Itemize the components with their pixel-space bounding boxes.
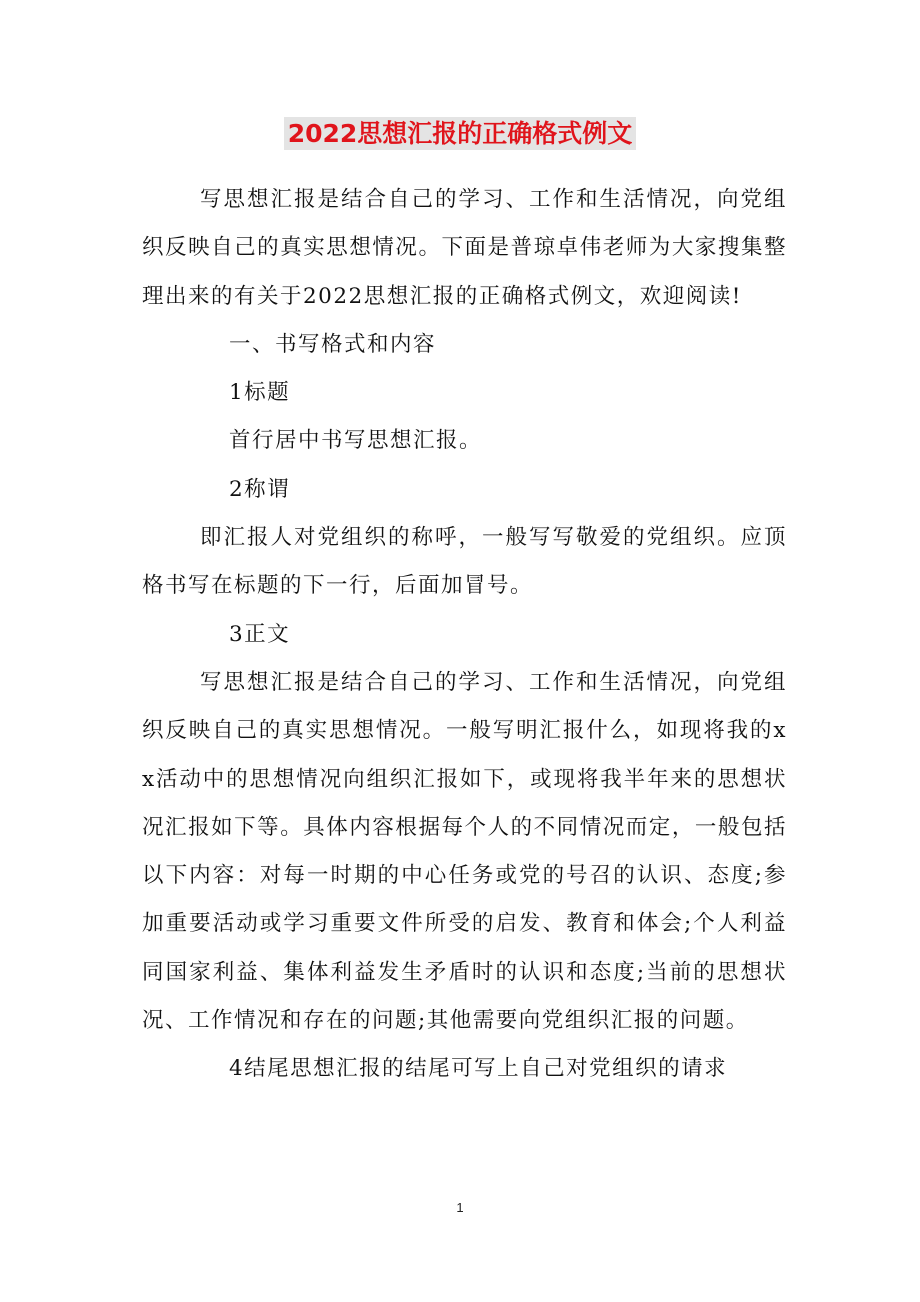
document-title (0, 112, 920, 156)
document-body (142, 176, 787, 1094)
subheading-salutation: 2称谓 (229, 476, 291, 502)
title-text: 2022思想汇报的正确格式例文 (284, 117, 637, 150)
subheading-body: 3正文 (229, 621, 291, 647)
title-paragraph: 首行居中书写思想汇报。 (229, 428, 483, 454)
intro-paragraph: 写思想汇报是结合自己的学习、工作和生活情况，向党组织反映自己的真实思想情况。下面是普琼卓伟老师为大家搜集整理出来的有关于2022思想汇报的正确格式例文，欢迎阅读! (142, 187, 787, 309)
closing-paragraph: 4结尾思想汇报的结尾可写上自己对党组织的请求 (229, 1056, 728, 1082)
page-number: 1 (456, 1200, 464, 1215)
subheading-title: 1标题 (229, 380, 291, 406)
section-heading: 一、书写格式和内容 (229, 331, 437, 357)
body-paragraph: 写思想汇报是结合自己的学习、工作和生活情况，向党组织反映自己的真实思想情况。一般写明汇报什么，如现将我的xx活动中的思想情况向组织汇报如下，或现将我半年来的思想状况汇报如下等。具体内容根据每个人的不同情况而定，一般包括以下内容：对每一时期的中心任务或党的号召的认识、态度;参加重要活动或学习重要文件所受的启发、教育和体会;个人利益同国家利益、集体利益发生矛盾时的认识和态度;当前的思想状况、工作情况和存在的问题;其他需要向党组织汇报的问题。 (142, 669, 787, 1034)
salutation-paragraph: 即汇报人对党组织的称呼，一般写写敬爱的党组织。应顶格书写在标题的下一行，后面加冒号。 (142, 525, 787, 599)
